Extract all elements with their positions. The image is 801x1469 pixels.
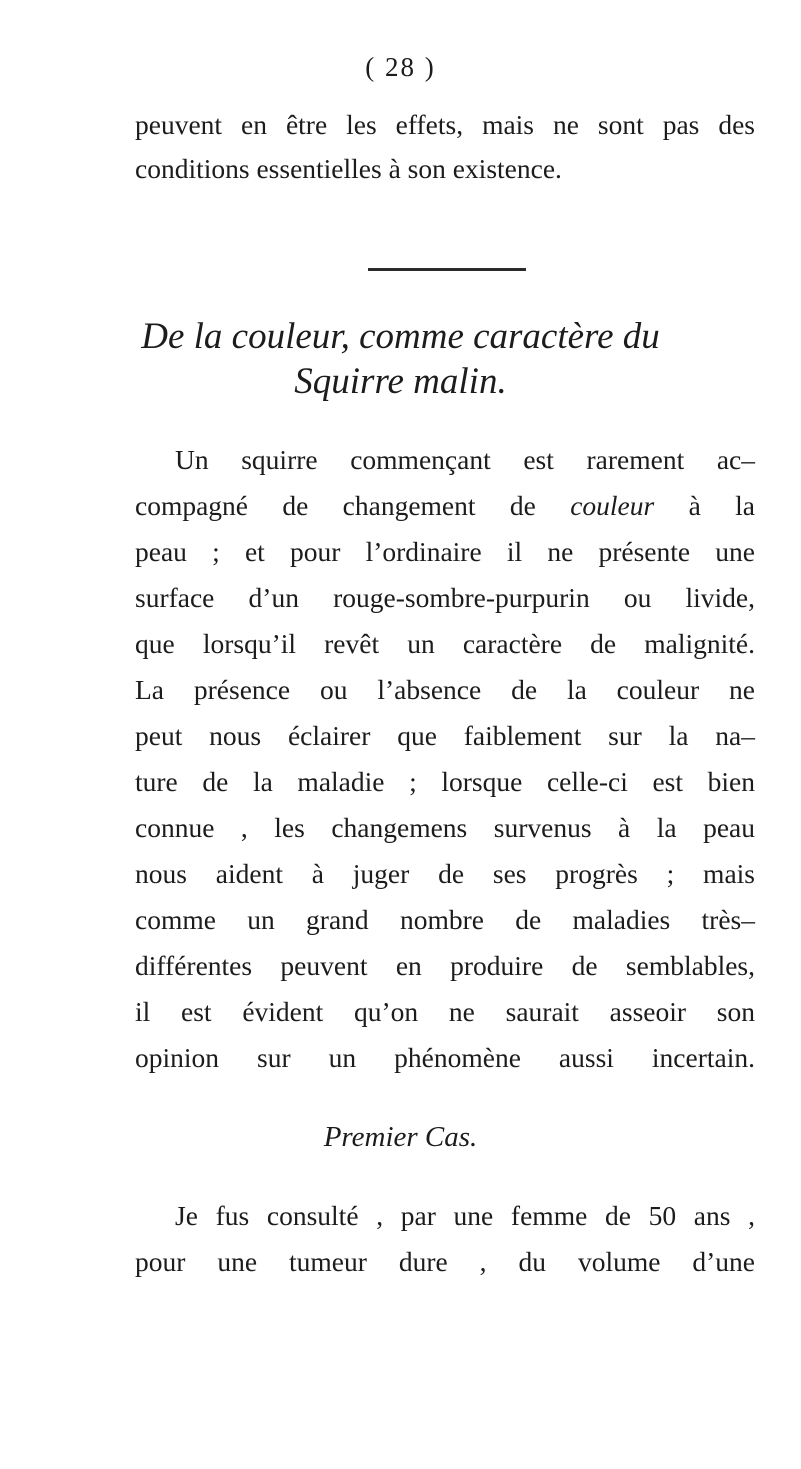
text-line: La présence ou l’absence de la couleur ne xyxy=(135,674,755,705)
text-line: conditions essentielles à son existence. xyxy=(135,153,562,184)
paragraph-first-line: Un squirre commençant est rarement ac– xyxy=(175,444,755,475)
text-line: différentes peuvent en produire de semblables, xyxy=(135,950,755,981)
text-line xyxy=(135,486,755,526)
emphasis-word: couleur xyxy=(570,490,655,521)
text-line: connue , les changemens survenus à la peau xyxy=(135,812,755,843)
text-line: ture de la maladie ; lorsque celle-ci est bien xyxy=(135,766,755,797)
case-title: Premier Cas. xyxy=(323,1121,478,1153)
text-line: peuvent en être les effets, mais ne sont pas des xyxy=(135,109,755,140)
section-title: De la couleur, comme caractère du xyxy=(141,316,660,357)
text-run: compagné de changement de xyxy=(135,490,571,521)
section-divider xyxy=(368,268,526,271)
text-line: il est évident qu’on ne saurait asseoir son xyxy=(135,996,755,1027)
case-first-line: Je fus consulté , par une femme de 50 ans , xyxy=(175,1200,755,1231)
section-title-continued: Squirre malin. xyxy=(294,361,507,402)
text-line: pour une tumeur dure , du volume d’une xyxy=(135,1246,755,1277)
text-line: surface d’un rouge-sombre-purpurin ou livide, xyxy=(135,582,755,613)
text-line: opinion sur un phénomène aussi incertain. xyxy=(135,1042,755,1073)
text-line: peau ; et pour l’ordinaire il ne présente une xyxy=(135,536,755,567)
text-line: peut nous éclairer que faiblement sur la na– xyxy=(135,720,755,751)
text-run: à la xyxy=(654,490,755,521)
text-line: que lorsqu’il revêt un caractère de malignité. xyxy=(135,628,755,659)
page-number: ( 28 ) xyxy=(365,52,436,82)
text-line: nous aident à juger de ses progrès ; mais xyxy=(135,858,755,889)
text-line: comme un grand nombre de maladies très– xyxy=(135,904,755,935)
